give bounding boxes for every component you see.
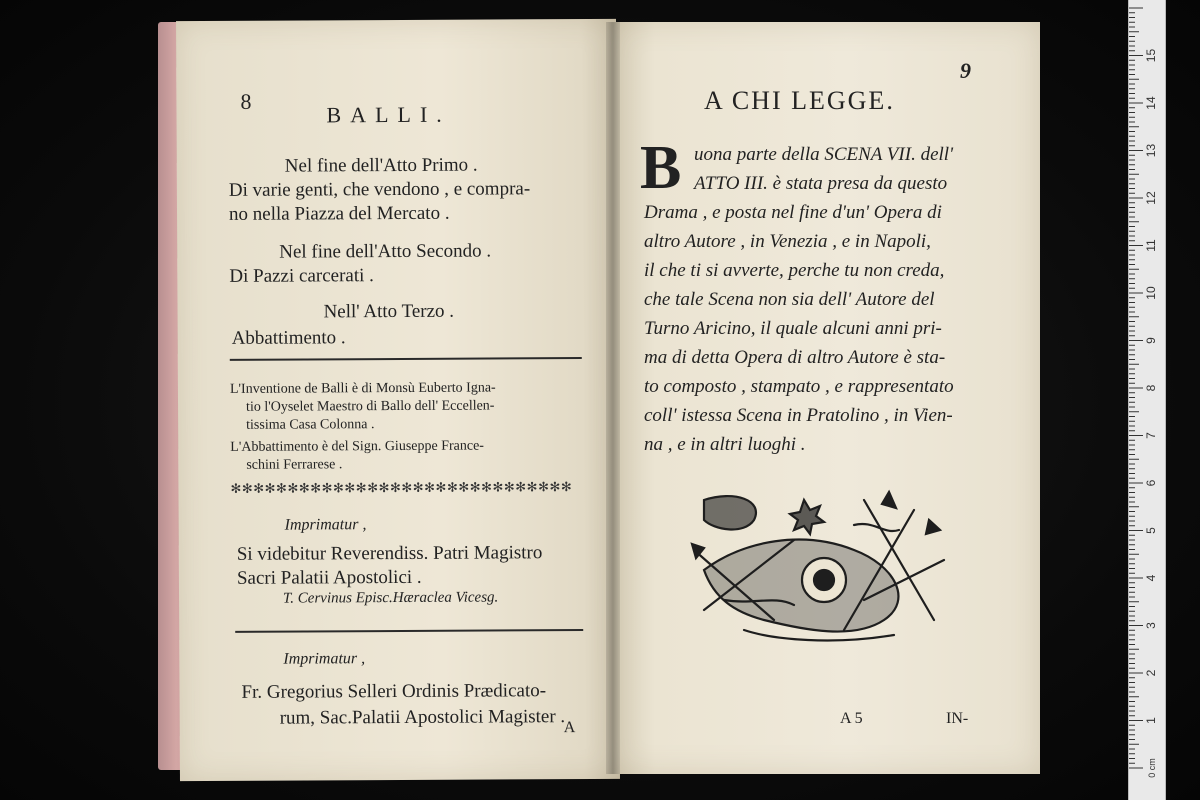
imprimatur-1-signature: T. Cervinus Episc.Hæraclea Vicesg. — [282, 589, 499, 607]
right-page — [612, 22, 1040, 774]
catchword: IN- — [946, 710, 969, 727]
act2-heading: Nel fine dell'Atto Secondo . — [279, 240, 492, 263]
text-line: coll' istessa Scena in Pratolino , in Vien- — [644, 405, 953, 426]
ruler-label: 0 cm — [1147, 758, 1157, 778]
imprimatur-2-heading: Imprimatur , — [283, 650, 366, 668]
text-line: to composto , stampato , e rappresentato — [644, 376, 954, 397]
text-line: Turno Aricino, il quale alcuni anni pri- — [644, 318, 942, 339]
signature-mark-right: A 5 — [840, 710, 863, 727]
ruler-label: 12 — [1144, 191, 1158, 205]
woodcut-vignette — [684, 480, 964, 650]
text-line: che tale Scena non sia dell' Autore del — [644, 289, 935, 310]
act3-heading: Nell' Atto Terzo . — [323, 300, 455, 323]
note1-line3: tissima Casa Colonna . — [246, 417, 375, 433]
imprimatur-1-line1: Si videbitur Reverendiss. Patri Magistro — [236, 542, 543, 565]
text-line: na , e in altri luoghi . — [644, 434, 806, 455]
left-page — [176, 19, 620, 781]
divider-rule-2 — [235, 629, 583, 633]
ruler-label: 4 — [1144, 574, 1158, 582]
imprimatur-2-line1: Fr. Gregorius Selleri Ordinis Prædicato- — [241, 680, 547, 703]
ruler-label: 5 — [1144, 527, 1158, 534]
ruler-label: 14 — [1144, 96, 1158, 110]
page-title-a-chi-legge: A CHI LEGGE. — [704, 86, 895, 115]
ruler-label: 2 — [1144, 669, 1158, 677]
text-line: ma di detta Opera di altro Autore è sta- — [644, 347, 946, 368]
ruler-label: 11 — [1144, 239, 1158, 252]
signature-mark-left: A — [563, 719, 576, 737]
imprimatur-1-heading: Imprimatur , — [284, 516, 367, 534]
ruler-label: 3 — [1144, 622, 1158, 629]
act3-line1: Abbattimento . — [231, 327, 346, 349]
note1-line1: L'Inventione de Balli è di Monsù Euberto Igna- — [229, 380, 496, 397]
text-line: il che ti si avverte, perche tu non creda, — [644, 260, 945, 281]
ornament-row: ✻✻✻✻✻✻✻✻✻✻✻✻✻✻✻✻✻✻✻✻✻✻✻✻✻✻✻✻✻✻ — [230, 479, 573, 496]
ruler-label: 9 — [1144, 337, 1158, 344]
act1-line1: Di varie genti, che vendono , e compra- — [228, 178, 531, 201]
ruler-label: 10 — [1144, 286, 1158, 300]
note1-line2: tio l'Oyselet Maestro di Ballo dell' Eccellen- — [245, 398, 495, 415]
page-number-left: 8 — [240, 88, 252, 114]
measuring-ruler — [1128, 0, 1166, 800]
act1-heading: Nel fine dell'Atto Primo . — [284, 154, 478, 177]
drop-cap-letter: B — [640, 134, 682, 202]
text-line: Drama , e posta nel fine d'un' Opera di — [644, 202, 942, 223]
page-number-right: 9 — [960, 58, 971, 83]
text-line: altro Autore , in Venezia , e in Napoli, — [644, 231, 931, 252]
page-title-balli: BALLI. — [326, 101, 451, 128]
note2-line2: schini Ferrarese . — [246, 457, 343, 473]
divider-rule-1 — [230, 357, 582, 361]
ruler-scale — [1129, 0, 1165, 800]
ruler-label: 15 — [1144, 48, 1158, 63]
imprimatur-2-line2: rum, Sac.Palatii Apostolici Magister . — [279, 706, 566, 729]
text-line: uona parte della SCENA VII. dell' — [694, 144, 954, 165]
text-line: ATTO III. è stata presa da questo — [694, 173, 948, 194]
act1-line2: no nella Piazza del Mercato . — [228, 202, 450, 225]
ruler-label: 8 — [1144, 384, 1158, 392]
note2-line1: L'Abbattimento è del Sign. Giuseppe France- — [230, 438, 484, 455]
book-gutter — [606, 22, 620, 774]
ruler-label: 7 — [1144, 432, 1158, 439]
ruler-label: 6 — [1144, 479, 1158, 487]
act2-line1: Di Pazzi carcerati . — [229, 265, 374, 287]
imprimatur-1-line2: Sacri Palatii Apostolici . — [236, 566, 422, 589]
ruler-label: 13 — [1144, 143, 1158, 158]
ruler-label: 1 — [1144, 717, 1158, 724]
